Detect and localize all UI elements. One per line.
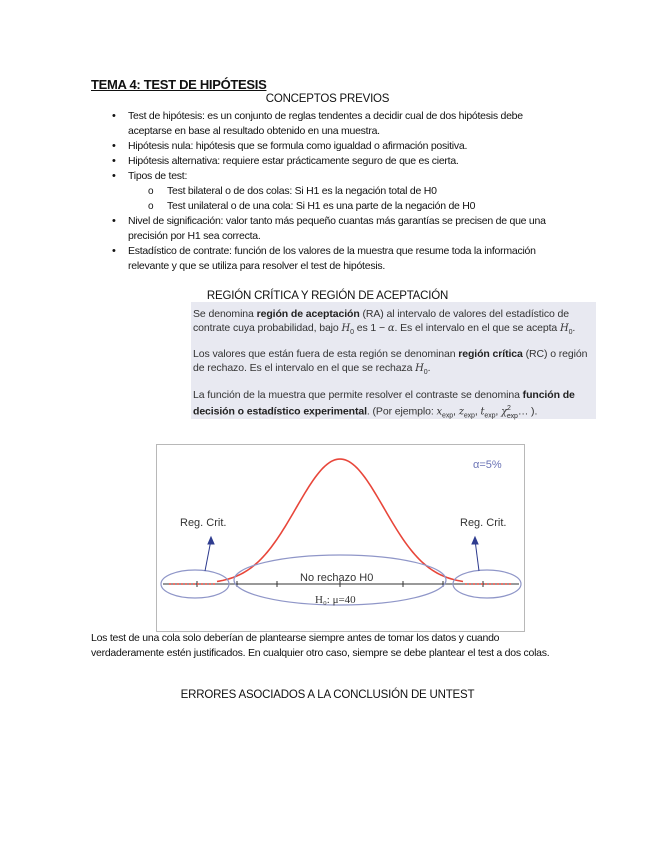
left-critical-label: Reg. Crit. (180, 517, 227, 529)
page-title: TEMA 4: TEST DE HIPÓTESIS (91, 77, 267, 92)
definition-statistic: La función de la muestra que permite resolver el contraste se denomina función de decisión o estadístico experimental. (Por ejemplo: $x_{exp}$, $z_{exp}$, $t_{exp}$, $\chi^2_{exp}\dots$ ). (193, 389, 575, 420)
list-item: • Nivel de significación: valor tanto más pequeño cuantas más garantías se precisen de que una precisión por H1 sea correcta. (108, 214, 568, 244)
section-heading-errores: ERRORES ASOCIADOS A LA CONCLUSIÓN DE UNTEST (180, 689, 475, 701)
label-arrows (205, 537, 479, 571)
right-critical-label: Reg. Crit. (460, 517, 507, 529)
definition-critical: Los valores que están fuera de esta región se denominan región crítica (RC) o región de rechazo. Es el intervalo en el que se rechaza $H_0$. (193, 348, 588, 377)
list-item: • Hipótesis nula: hipótesis que se formula como igualdad o afirmación positiva. (108, 139, 568, 154)
normal-distribution-figure (156, 444, 525, 632)
mean-label: H₀: μ=40 (315, 594, 356, 606)
concepts-list (108, 109, 568, 274)
acceptance-label: No rechazo H0 (300, 572, 374, 584)
section-heading-conceptos: CONCEPTOS PREVIOS (265, 93, 390, 105)
gaussian-curve (217, 459, 463, 581)
list-item: • Estadístico de contrate: función de los valores de la muestra que resume toda la información relevante y que se utiliza para resolver el test de hipótesis. (108, 244, 568, 274)
sub-list-item: o Test unilateral o de una cola: Si H1 es una parte de la negación de H0 (148, 199, 568, 214)
section-heading-region: REGIÓN CRÍTICA Y REGIÓN DE ACEPTACIÓN (206, 290, 449, 302)
definition-box (191, 302, 596, 419)
list-item-label: Tipos de test: (128, 170, 188, 182)
list-item: • Hipótesis alternativa: requiere estar prácticamente seguro de que es cierta. (108, 154, 568, 169)
alpha-label: α=5% (473, 459, 502, 471)
normal-curve-diagram (157, 445, 524, 631)
one-tail-note: Los test de una cola solo deberían de plantearse siempre antes de tomar los datos y cuando verdaderamente estén justificados. En cualquier otro caso, siempre se debe plantear el test a dos colas. (91, 632, 550, 659)
list-item: • Test de hipótesis: es un conjunto de reglas tendentes a decidir cual de dos hipótesis debe aceptarse en base al resultado obtenido en una muestra. (108, 109, 568, 139)
test-types-list (128, 184, 568, 214)
sub-list-item: o Test bilateral o de dos colas: Si H1 es la negación total de H0 (148, 184, 568, 199)
list-item (108, 169, 568, 214)
definition-acceptance: Se denomina región de aceptación (RA) al intervalo de valores del estadístico de contrate cuya probabilidad, bajo $H_0$ es 1 − α. Es el intervalo en el que se acepta $H_0$. (193, 308, 576, 337)
